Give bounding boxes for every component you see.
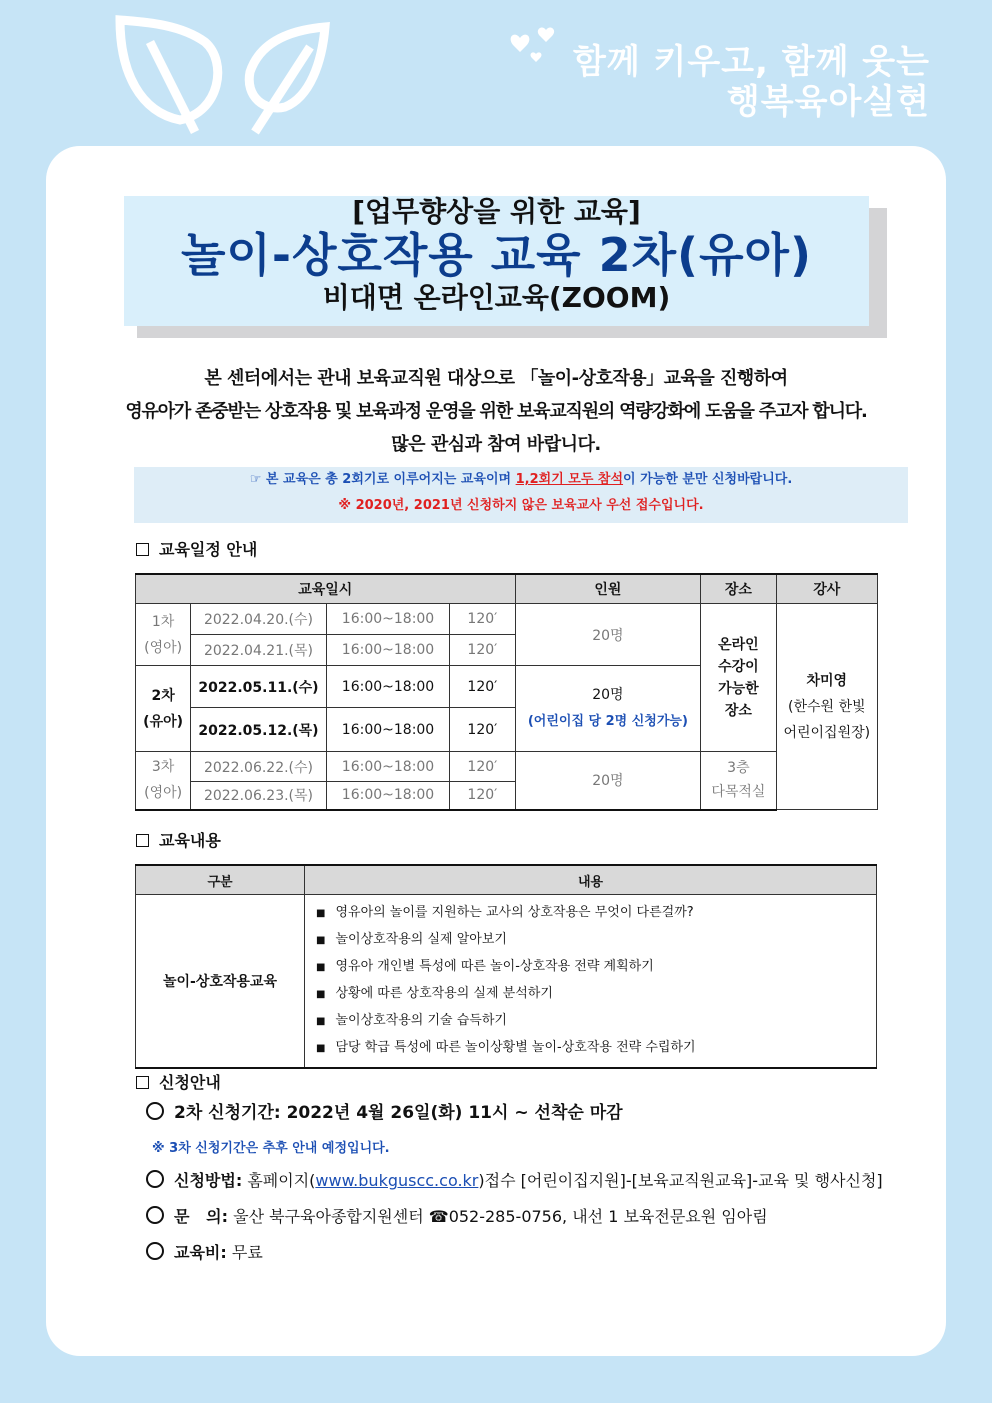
intro-line2: 영유아가 존중받는 상호작용 및 보육과정 운영을 위한 보육교직원의 역량강화에 도움을 주고자 합니다. [125, 401, 867, 422]
round-2-capacity-value: 20명 [592, 687, 624, 703]
circle-bullet-icon [146, 1242, 164, 1260]
content-category: 놀이-상호작용교육 [136, 895, 305, 1069]
session-date: 2022.06.23.(목) [191, 782, 327, 810]
session-minutes: 120′ [450, 752, 515, 782]
homepage-link[interactable]: www.bukguscc.co.kr [315, 1171, 479, 1190]
notice-highlight: 1,2회기 모두 참석 [515, 472, 624, 487]
place-online-2: 수강이 [718, 658, 759, 675]
schedule-heading-text: 교육일정 안내 [159, 540, 258, 559]
apply-contact-text: 울산 북구육아종합지원센터 ☎052-285-0756, 내선 1 보육전문요원 임아림 [228, 1207, 768, 1226]
session-date: 2022.05.11.(수) [191, 666, 327, 708]
list-item: ■ 상황에 따른 상호작용의 실제 분석하기 [316, 981, 875, 1008]
title-line1: [업무향상을 위한 교육] [352, 195, 641, 228]
session-minutes: 120′ [450, 666, 515, 708]
session-time: 16:00~18:00 [326, 708, 449, 752]
round-2-capacity-note: (어린이집 당 2명 신청가능) [527, 714, 688, 729]
list-item: ■ 놀이상호작용의 실제 알아보기 [316, 927, 875, 954]
intro-line1: 본 센터에서는 관내 보육교직원 대상으로 「놀이-상호작용」교육을 진행하여 [204, 368, 788, 389]
apply-fee-label: 교육비: [174, 1243, 227, 1262]
notice-part2: 이 가능한 분만 신청바랍니다. [623, 472, 793, 487]
circle-bullet-icon [146, 1170, 164, 1188]
content-table [135, 864, 877, 1069]
table-row [136, 604, 878, 635]
list-item: ■ 영유아의 놀이를 지원하는 교사의 상호작용은 무엇이 다른걸까? [316, 900, 875, 927]
place-room-2: 다목적실 [711, 784, 766, 801]
round-3-sub: (영아) [144, 785, 183, 802]
session-time: 16:00~18:00 [326, 782, 449, 810]
square-bullet-icon [136, 1076, 149, 1089]
session-time: 16:00~18:00 [326, 635, 449, 666]
session-minutes: 120′ [450, 782, 515, 810]
apply-period-row [146, 1100, 883, 1136]
slogan-line2: 행복육아실현 [726, 82, 930, 122]
apply-period-note: ※ 3차 신청기간은 추후 안내 예정입니다. [152, 1141, 390, 1156]
instructor-name: 차미영 [806, 672, 848, 689]
apply-fee-text: 무료 [226, 1243, 263, 1262]
schedule-heading [136, 537, 257, 560]
apply-method-post: )접수 [어린이집지원]-[보육교직원교육]-교육 및 행사신청] [478, 1171, 883, 1190]
instructor-cell [776, 604, 877, 810]
content-heading-text: 교육내용 [159, 831, 221, 850]
apply-method-label: 신청방법: [174, 1171, 243, 1190]
table-row [136, 752, 878, 782]
header-content: 내용 [305, 865, 877, 895]
header-instructor: 강사 [776, 574, 877, 604]
round-3-name: 3차 [151, 759, 175, 776]
round-3-label [136, 752, 191, 810]
table-row [136, 895, 877, 1069]
content-heading [136, 828, 221, 851]
instructor-org2: 어린이집원장) [783, 724, 871, 741]
leaves-icon [110, 12, 340, 142]
session-time: 16:00~18:00 [326, 752, 449, 782]
list-item: ■ 영유아 개인별 특성에 따른 놀이-상호작용 전략 계획하기 [316, 954, 875, 981]
intro-line3: 많은 관심과 참여 바랍니다. [391, 434, 601, 455]
title-line3: 비대면 온라인교육(ZOOM) [322, 281, 671, 314]
apply-method-row [146, 1168, 883, 1204]
apply-contact-row [146, 1204, 883, 1240]
header-place: 장소 [701, 574, 776, 604]
apply-period: 2차 신청기간: 2022년 4월 26일(화) 11시 ~ 선착순 마감 [174, 1103, 623, 1123]
square-bullet-icon [136, 543, 149, 556]
notice-part1: ☞ 본 교육은 총 2회기로 이루어지는 교육이며 [249, 472, 516, 487]
square-bullet-icon [136, 834, 149, 847]
header-capacity: 인원 [515, 574, 701, 604]
slogan [573, 42, 930, 122]
apply-contact-label: 문 의: [174, 1207, 229, 1226]
session-minutes: 120′ [450, 708, 515, 752]
hearts-icon [508, 24, 568, 74]
round-3-capacity: 20명 [515, 752, 701, 810]
place-online [701, 604, 776, 752]
session-date: 2022.05.12.(목) [191, 708, 327, 752]
apply-fee-row [146, 1240, 883, 1276]
session-minutes: 120′ [450, 604, 515, 635]
round-2-capacity [515, 666, 701, 752]
round-2-label [136, 666, 191, 752]
circle-bullet-icon [146, 1102, 164, 1120]
apply-section [146, 1100, 883, 1276]
place-room-1: 3층 [727, 760, 750, 777]
notice-box [134, 467, 908, 523]
round-1-name: 1차 [151, 613, 175, 630]
session-date: 2022.04.20.(수) [191, 604, 327, 635]
place-online-4: 장소 [724, 702, 752, 719]
list-item: ■ 놀이상호작용의 기술 습득하기 [316, 1008, 875, 1035]
session-time: 16:00~18:00 [326, 604, 449, 635]
round-1-capacity: 20명 [515, 604, 701, 666]
content-list-cell [305, 895, 877, 1069]
schedule-table [135, 573, 878, 811]
slogan-line1: 함께 키우고, 함께 웃는 [572, 42, 930, 82]
circle-bullet-icon [146, 1206, 164, 1224]
notice-line2: ※ 2020년, 2021년 신청하지 않은 보육교사 우선 접수입니다. [338, 498, 704, 513]
apply-method-pre: 홈페이지( [242, 1171, 316, 1190]
title-box [124, 196, 869, 326]
notice-line1 [134, 467, 908, 493]
place-room [701, 752, 776, 810]
session-time: 16:00~18:00 [326, 666, 449, 708]
session-date: 2022.04.21.(목) [191, 635, 327, 666]
page-title: 놀이-상호작용 교육 2차(유아) [181, 228, 812, 282]
header-date: 교육일시 [136, 574, 516, 604]
place-online-1: 온라인 [718, 636, 759, 653]
intro-text [100, 362, 892, 461]
round-1-label [136, 604, 191, 666]
round-1-sub: (영아) [144, 639, 183, 656]
place-online-3: 가능한 [718, 680, 759, 697]
apply-heading [136, 1070, 221, 1093]
round-2-sub: (유아) [143, 713, 184, 730]
list-item: ■ 담당 학급 특성에 따른 놀이상황별 놀이-상호작용 전략 수립하기 [316, 1035, 875, 1062]
content-list [306, 896, 875, 1066]
apply-heading-text: 신청안내 [159, 1073, 221, 1092]
session-minutes: 120′ [450, 635, 515, 666]
session-date: 2022.06.22.(수) [191, 752, 327, 782]
round-2-name: 2차 [151, 687, 175, 704]
table-header-row [136, 865, 877, 895]
header-category: 구분 [136, 865, 305, 895]
instructor-org1: (한수원 한빛 [788, 698, 866, 715]
table-header-row [136, 574, 878, 604]
